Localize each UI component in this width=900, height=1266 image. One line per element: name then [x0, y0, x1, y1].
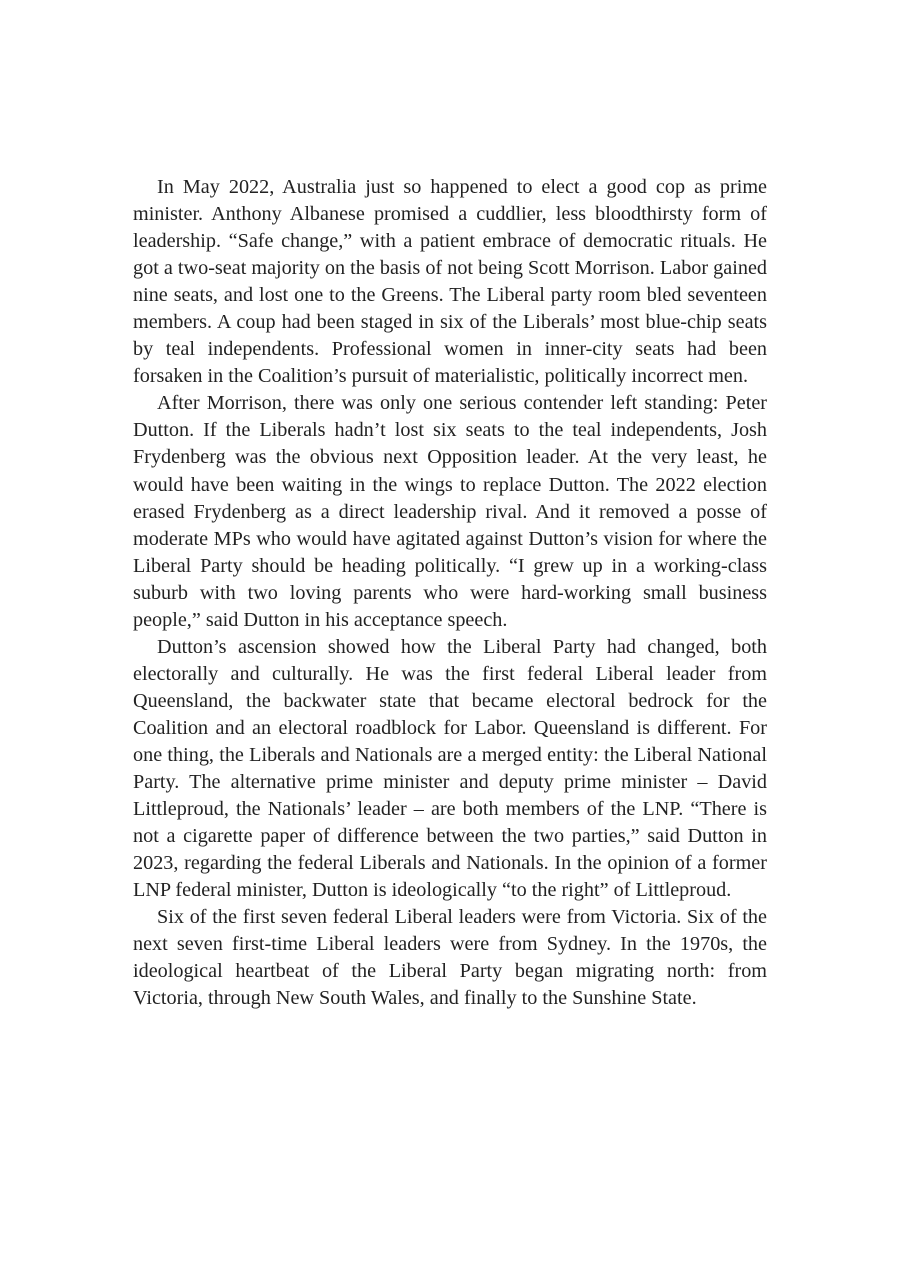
body-text	[133, 174, 767, 1012]
paragraph-1: In May 2022, Australia just so happened to elect a good cop as prime minister. Anthony Albanese promised a cuddlier, less bloodthirsty form of leadership. “Safe change,” with a patient embrace of democratic rituals. He got a two-seat majority on the basis of not being Scott Morrison. Labor gained nine seats, and lost one to the Greens. The Liberal party room bled seventeen members. A coup had been staged in six of the Liberals’ most blue-chip seats by teal independents. Professional women in inner-city seats had been forsaken in the Coalition’s pursuit of materialistic, politically incorrect men.	[133, 176, 767, 388]
paragraph-3: Dutton’s ascension showed how the Liberal Party had changed, both electorally and culturally. He was the first federal Liberal leader from Queensland, the backwater state that became electoral bedrock for the Coalition and an electoral roadblock for Labor. Queensland is different. For one thing, the Liberals and Nationals are a merged entity: the Liberal National Party. The alternative prime minister and deputy prime minister – David Littleproud, the Nationals’ leader – are both members of the LNP. “There is not a cigarette paper of difference between the two parties,” said Dutton in 2023, regarding the federal Liberals and Nationals. In the opinion of a former LNP federal minister, Dutton is ideologically “to the right” of Littleproud.	[133, 635, 767, 902]
paragraph-2: After Morrison, there was only one serious contender left standing: Peter Dutton. If the Liberals hadn’t lost six seats to the teal independents, Josh Frydenberg was the obvious next Opposition leader. At the very least, he would have been waiting in the wings to replace Dutton. The 2022 election erased Frydenberg as a direct leadership rival. And it removed a posse of moderate MPs who would have agitated against Dutton’s vision for where the Liberal Party should be heading politically. “I grew up in a working-class suburb with two loving parents who were hard-working small business people,” said Dutton in his acceptance speech.	[133, 392, 767, 631]
paragraph-4: Six of the first seven federal Liberal leaders were from Victoria. Six of the next seven first-time Liberal leaders were from Sydney. In the 1970s, the ideological heartbeat of the Liberal Party began migrating north: from Victoria, through New South Wales, and finally to the Sunshine State.	[133, 906, 767, 1010]
